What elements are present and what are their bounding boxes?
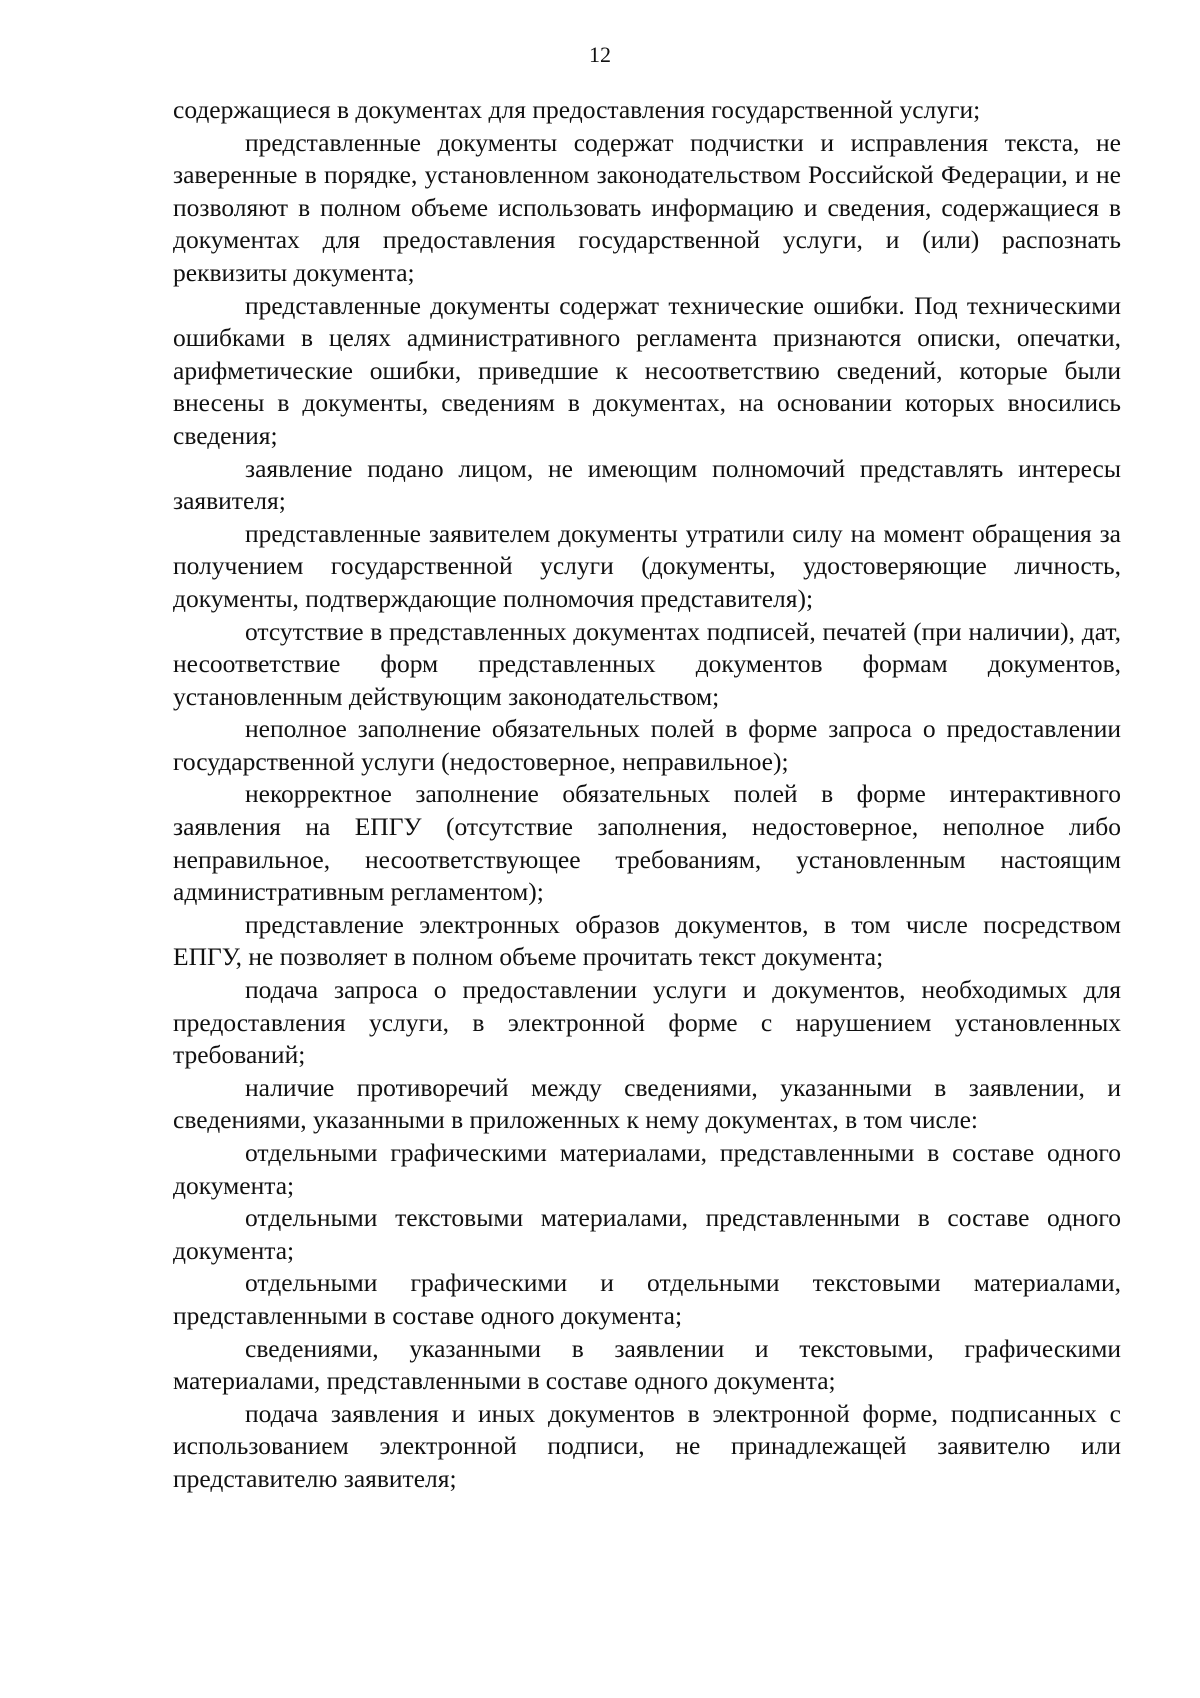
paragraph: подача заявления и иных документов в электронной форме, подписанных с использованием электронной подписи, не принадлежащей заявителю или представителю заявителя; <box>173 1398 1121 1493</box>
paragraph: представление электронных образов документов, в том числе посредством ЕПГУ, не позволяет в полном объеме прочитать текст документа; <box>173 909 1121 972</box>
paragraph: представленные документы содержат подчистки и исправления текста, не заверенные в порядке, установленном законодательством Российской Федерации, и не позволяют в полном объеме использовать информацию и сведения, содержащиеся в документах для предоставления государственной услуги, и (или) распознать реквизиты документа; <box>173 127 1121 287</box>
paragraph: отсутствие в представленных документах подписей, печатей (при наличии), дат, несоответствие форм представленных документов формам документов, установленным действующим законодательством; <box>173 616 1121 711</box>
paragraph: подача запроса о предоставлении услуги и документов, необходимых для предоставления услуги, в электронной форме с нарушением установленных требований; <box>173 975 1121 1070</box>
page-number: 12 <box>589 42 611 67</box>
paragraph: сведениями, указанными в заявлении и текстовыми, графическими материалами, представленными в составе одного документа; <box>173 1333 1121 1396</box>
paragraph: представленные заявителем документы утратили силу на момент обращения за получением государственной услуги (документы, удостоверяющие личность, документы, подтверждающие полномочия представителя); <box>173 518 1121 613</box>
document-body <box>173 94 1121 1496</box>
paragraph: отдельными графическими и отдельными текстовыми материалами, представленными в составе одного документа; <box>173 1268 1121 1330</box>
paragraph: отдельными графическими материалами, представленными в составе одного документа; <box>173 1138 1121 1200</box>
paragraph: отдельными текстовыми материалами, представленными в составе одного документа; <box>173 1203 1121 1265</box>
paragraph: заявление подано лицом, не имеющим полномочий представлять интересы заявителя; <box>173 453 1121 516</box>
paragraph: наличие противоречий между сведениями, указанными в заявлении, и сведениями, указанными в приложенных к нему документах, в том числе: <box>173 1072 1121 1135</box>
paragraph: неполное заполнение обязательных полей в форме запроса о предоставлении государственной услуги (недостоверное, неправильное); <box>173 714 1121 776</box>
paragraph: содержащиеся в документах для предоставления государственной услуги; <box>173 95 981 124</box>
paragraph: некорректное заполнение обязательных полей в форме интерактивного заявления на ЕПГУ (отсутствие заполнения, недостоверное, неполное либо неправильное, несоответствующее требованиям, установленным настоящим административным регламентом); <box>173 779 1121 907</box>
paragraph: представленные документы содержат технические ошибки. Под техническими ошибками в целях административного регламента признаются описки, опечатки, арифметические ошибки, приведшие к несоответствию сведений, которые были внесены в документы, сведениям в документах, на основании которых вносились сведения; <box>173 290 1121 450</box>
